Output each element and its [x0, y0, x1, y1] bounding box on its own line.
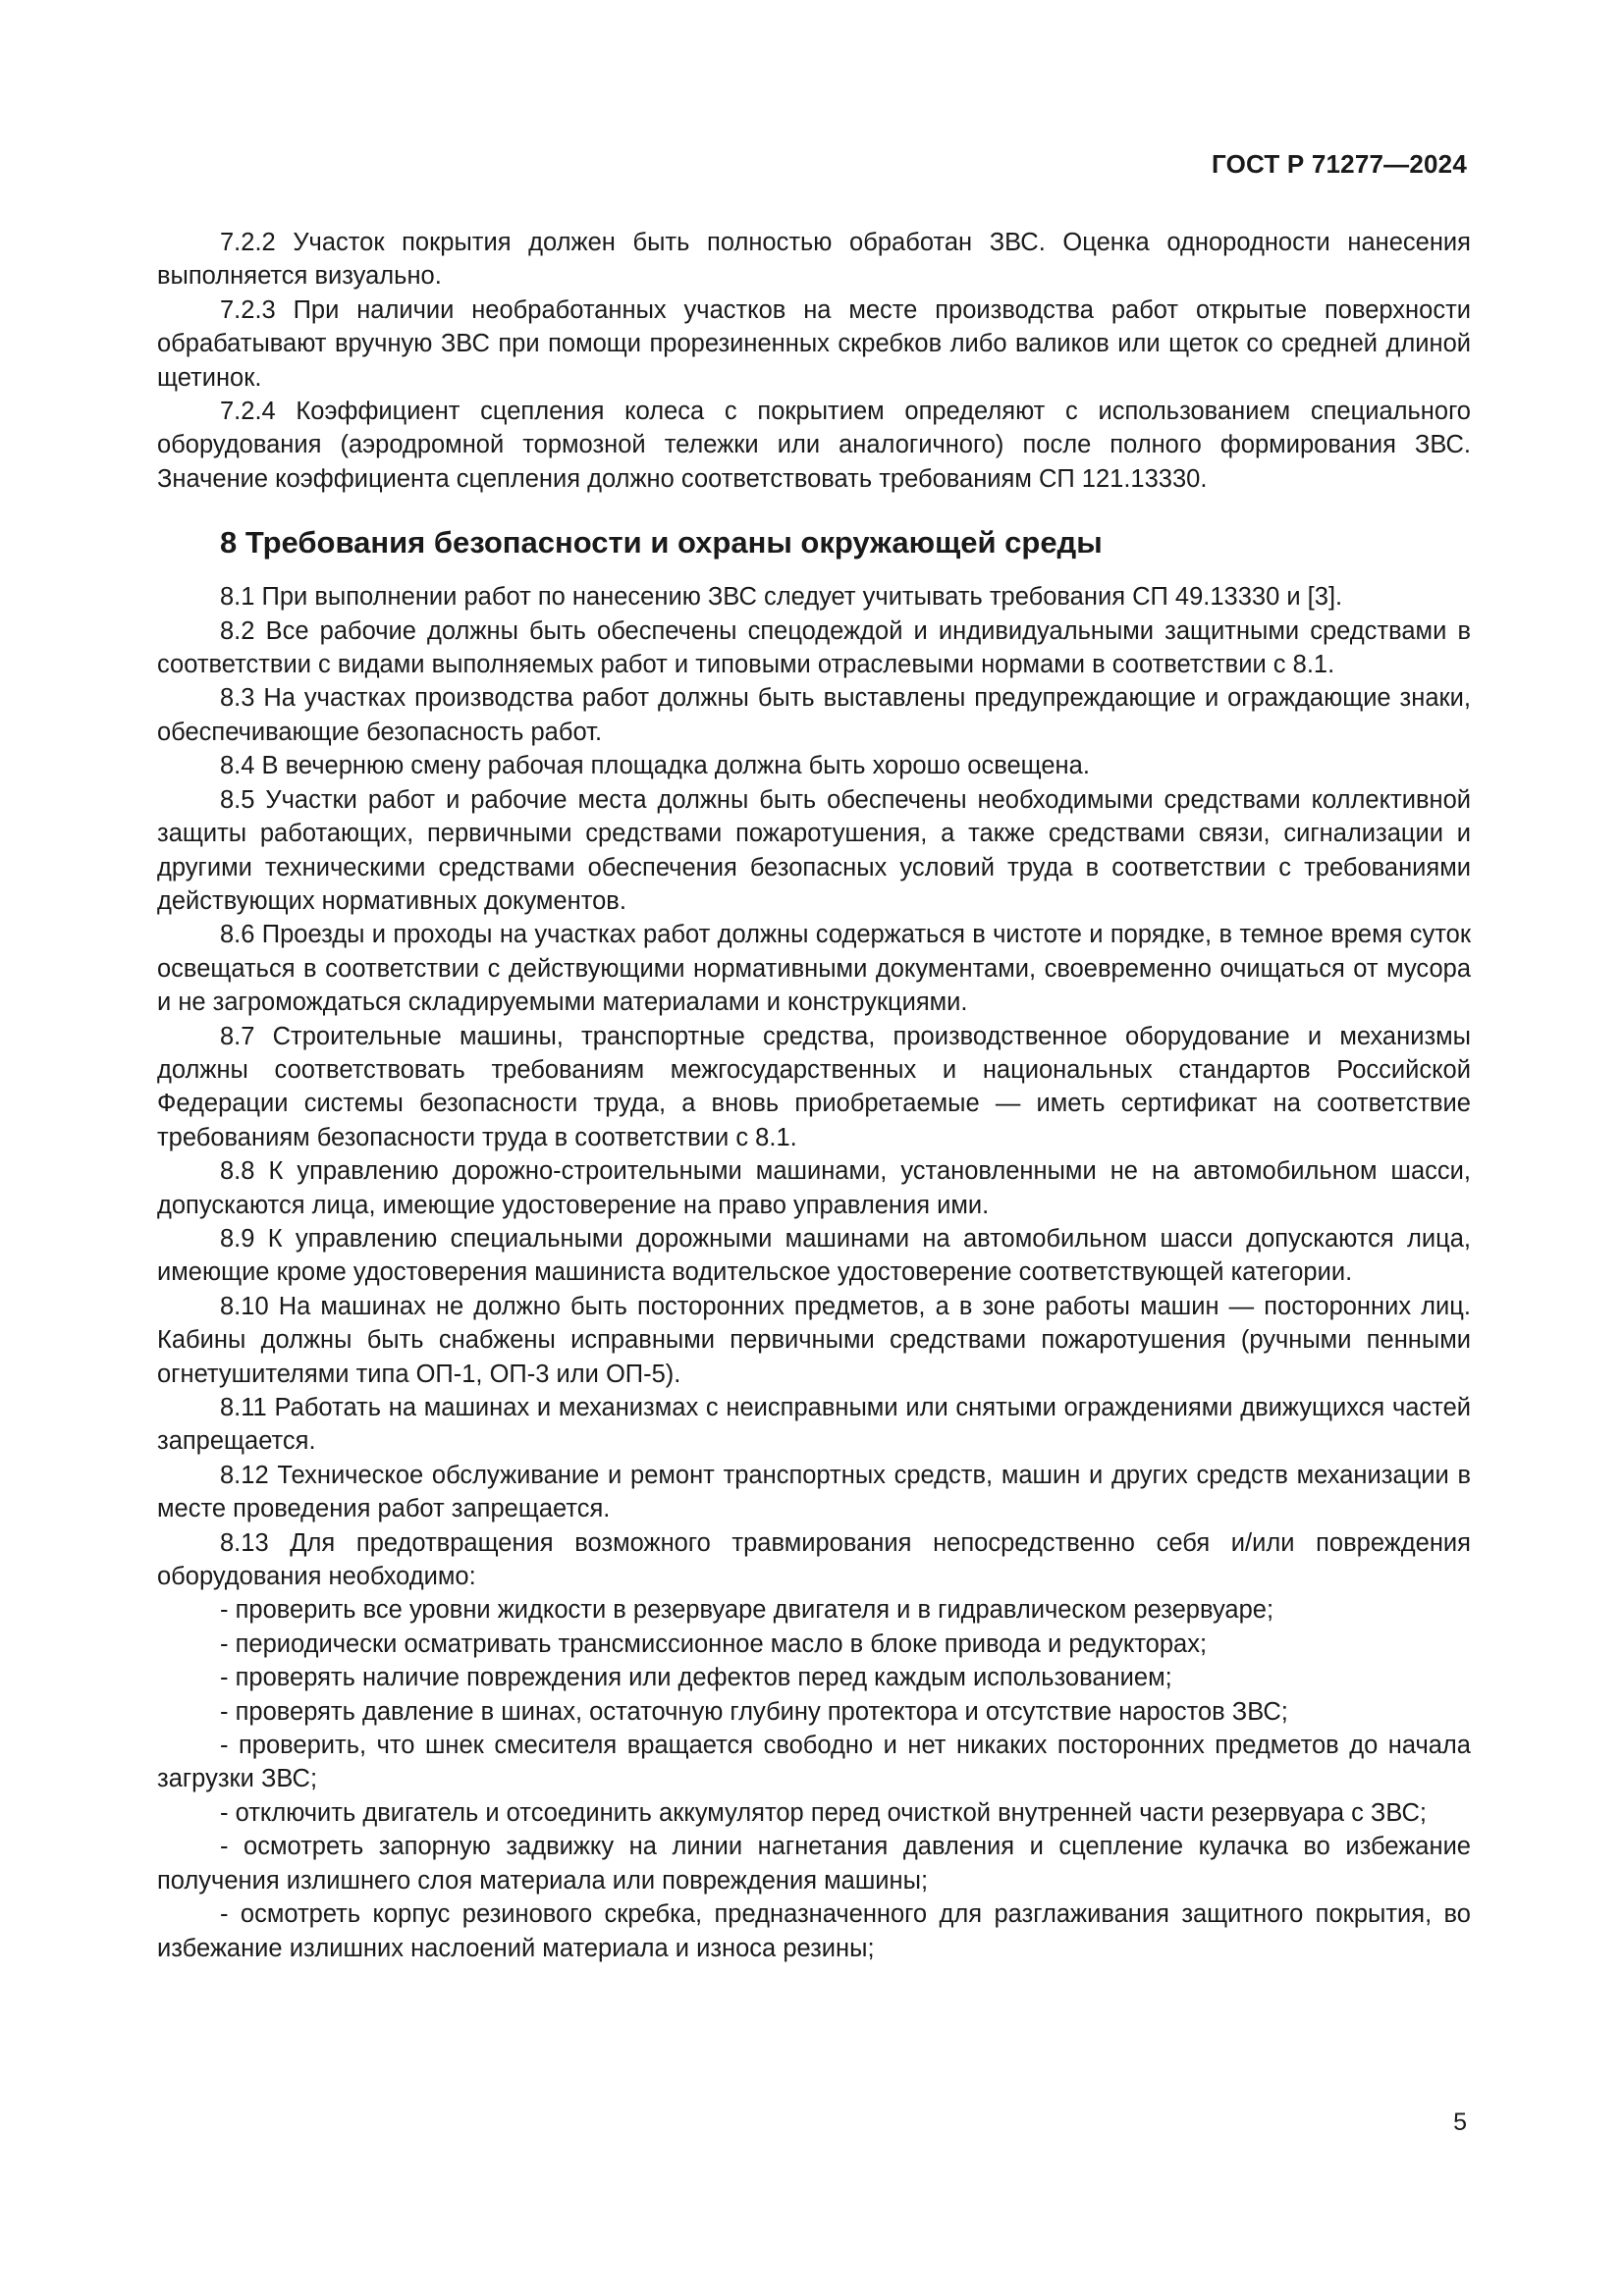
list-item: - осмотреть запорную задвижку на линии нагнетания давления и сцепление кулачка во избежание получения излишнего слоя материала или повреждения машины; — [157, 1833, 1471, 1895]
clause-8-2: 8.2 Все рабочие должны быть обеспечены спецодеждой и индивидуальными защитными средствами в соответствии с видами выполняемых работ и типовыми отраслевыми нормами в соответствии с 8.1. — [157, 616, 1471, 679]
clause-8-1: 8.1 При выполнении работ по нанесению ЗВС следует учитывать требования СП 49.13330 и [3]. — [220, 583, 1343, 612]
clause-8-13: 8.13 Для предотвращения возможного травмирования непосредственно себя и/или повреждения оборудования необходимо: — [157, 1528, 1471, 1591]
clause-8-12: 8.12 Техническое обслуживание и ремонт транспортных средств, машин и других средств механизации в месте проведения работ запрещается. — [157, 1461, 1471, 1523]
clause-7-2-2: 7.2.2 Участок покрытия должен быть полностью обработан ЗВС. Оценка однородности нанесения выполняется визуально. — [157, 229, 1471, 291]
list-item: - проверить все уровни жидкости в резервуаре двигателя и в гидравлическом резервуаре; — [220, 1596, 1274, 1625]
clause-8-5: 8.5 Участки работ и рабочие места должны быть обеспечены необходимыми средствами коллективной защиты работающих, первичными средствами пожаротушения, а также средствами связи, сигнализации и другими техническими средствами обеспечения безопасных условий труда в соответствии с требованиями действующих нормативных документов. — [157, 785, 1471, 915]
list-item: - проверить, что шнек смесителя вращается свободно и нет никаких посторонних предметов до начала загрузки ЗВС; — [157, 1732, 1471, 1793]
list-item: - отключить двигатель и отсоединить аккумулятор перед очисткой внутренней части резервуара с ЗВС; — [220, 1798, 1427, 1827]
clause-7-2-4: 7.2.4 Коэффициент сцепления колеса с покрытием определяют с использованием специального оборудования (аэродромной тормозной тележки или аналогичного) после полного формирования ЗВС. Значение коэффициента сцепления должно соответствовать требованиям СП 121.13330. — [157, 398, 1471, 493]
page-number: 5 — [1453, 2109, 1467, 2136]
list-item: - периодически осматривать трансмиссионное масло в блоке привода и редукторах; — [220, 1629, 1208, 1658]
clause-8-10: 8.10 На машинах не должно быть посторонних предметов, а в зоне работы машин — посторонних лиц. Кабины должны быть снабжены исправными первичными средствами пожаротушения (ручными пенными огнетушителями типа ОП-1, ОП-3 или ОП-5). — [157, 1292, 1471, 1388]
clause-8-8: 8.8 К управлению дорожно-строительными машинами, установленными не на автомобильном шасси, допускаются лица, имеющие удостоверение на право управления ими. — [157, 1157, 1471, 1219]
document-code: ГОСТ Р 71277—2024 — [1212, 149, 1467, 179]
clause-8-9: 8.9 К управлению специальными дорожными машинами на автомобильном шасси допускаются лица, имеющие кроме удостоверения машиниста водительское удостоверение соответствующей категории. — [157, 1224, 1471, 1287]
clause-8-6: 8.6 Проезды и проходы на участках работ должны содержаться в чистоте и порядке, в темное время суток освещаться в соответствии с действующими нормативными документами, своевременно очищаться от мусора и не загромождаться складируемыми материалами и конструкциями. — [157, 921, 1471, 1017]
list-item: - проверять давление в шинах, остаточную глубину протектора и отсутствие наростов ЗВС; — [220, 1697, 1288, 1726]
page-content — [157, 226, 1471, 1965]
clause-8-7: 8.7 Строительные машины, транспортные средства, производственное оборудование и механизмы должны соответствовать требованиям межгосударственных и национальных стандартов Российской Федерации системы безопасности труда, а вновь приобретаемые — иметь сертификат на соответствие требованиям безопасности труда в соответствии с 8.1. — [157, 1022, 1471, 1151]
clause-8-4: 8.4 В вечернюю смену рабочая площадка должна быть хорошо освещена. — [220, 752, 1090, 780]
clause-8-3: 8.3 На участках производства работ должны быть выставлены предупреждающие и ограждающие знаки, обеспечивающие безопасность работ. — [157, 684, 1471, 746]
clause-7-2-3: 7.2.3 При наличии необработанных участков на месте производства работ открытые поверхности обрабатывают вручную ЗВС при помощи прорезиненных скребков либо валиков или щеток со средней длиной щетинок. — [157, 295, 1471, 392]
list-item: - проверять наличие повреждения или дефектов перед каждым использованием; — [220, 1664, 1172, 1692]
section-heading-8: 8 Требования безопасности и охраны окружающей среды — [220, 525, 1103, 561]
clause-8-11: 8.11 Работать на машинах и механизмах с неисправными или снятыми ограждениями движущихся частей запрещается. — [157, 1394, 1471, 1456]
list-item: - осмотреть корпус резинового скребка, предназначенного для разглаживания защитного покрытия, во избежание излишних наслоений материала и износа резины; — [157, 1900, 1471, 1962]
